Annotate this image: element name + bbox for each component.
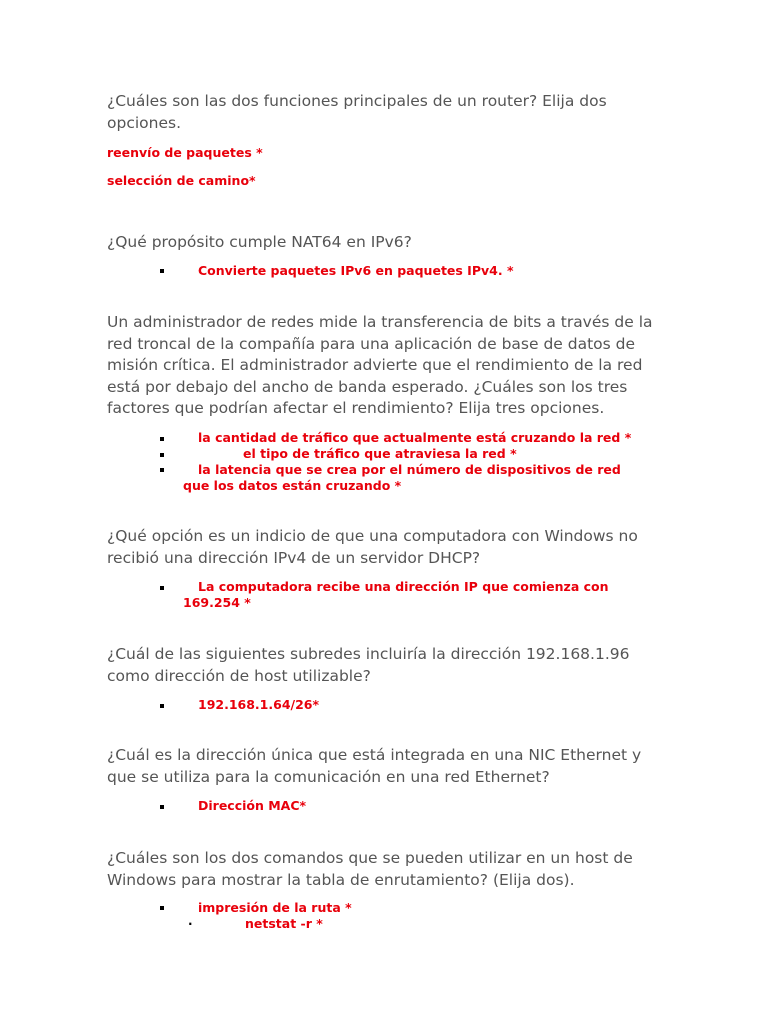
answer-3-1: la cantidad de tráfico que actualmente está cruzando la red *	[198, 430, 632, 445]
dot-bullet-icon: .	[188, 914, 193, 928]
bullet-icon	[160, 269, 164, 273]
answer-3-3: la latencia que se crea por el número de dispositivos de red	[198, 462, 621, 477]
question-2: ¿Qué propósito cumple NAT64 en IPv6?	[107, 233, 412, 251]
question-3: Un administrador de redes mide la transferencia de bits a través de la red troncal de la compañía para una aplicación de base de datos de misión crítica. El administrador advierte que el rendimiento de la red está por debajo del ancho de banda esperado. ¿Cuáles son los tres factores que podrían afectar el rendimiento? Elija tres opciones.	[107, 313, 653, 417]
bullet-icon	[160, 437, 164, 441]
bullet-icon	[160, 453, 164, 457]
question-7: ¿Cuáles son los dos comandos que se pueden utilizar en un host de Windows para mostrar la tabla de enrutamiento? (Elija dos).	[107, 849, 633, 889]
answer-4-1: La computadora recibe una dirección IP que comienza con	[198, 579, 609, 594]
bullet-icon	[160, 704, 164, 708]
bullet-icon	[160, 586, 164, 590]
question-4: ¿Qué opción es un indicio de que una computadora con Windows no recibió una dirección IPv4 de un servidor DHCP?	[107, 527, 638, 567]
bullet-icon	[160, 805, 164, 809]
answer-1-2: selección de camino*	[107, 173, 256, 188]
question-5: ¿Cuál de las siguientes subredes incluiría la dirección 192.168.1.96 como dirección de host utilizable?	[107, 645, 630, 685]
answer-2-1: Convierte paquetes IPv6 en paquetes IPv4. *	[198, 263, 514, 278]
answer-3-3-continued: que los datos están cruzando *	[183, 478, 402, 493]
answer-6-1: Dirección MAC*	[198, 798, 307, 813]
answer-1-1: reenvío de paquetes *	[107, 145, 263, 160]
answer-4-1-continued: 169.254 *	[183, 595, 251, 610]
bullet-icon	[160, 468, 164, 472]
answer-3-2: el tipo de tráfico que atraviesa la red *	[243, 446, 517, 461]
bullet-icon	[160, 906, 164, 910]
answer-5-1: 192.168.1.64/26*	[198, 697, 320, 712]
question-1: ¿Cuáles son las dos funciones principales de un router? Elija dos opciones.	[107, 92, 607, 132]
question-6: ¿Cuál es la dirección única que está integrada en una NIC Ethernet y que se utiliza para la comunicación en una red Ethernet?	[107, 746, 642, 786]
answer-7-1: impresión de la ruta *	[198, 900, 352, 915]
answer-7-2: netstat -r *	[245, 916, 323, 931]
